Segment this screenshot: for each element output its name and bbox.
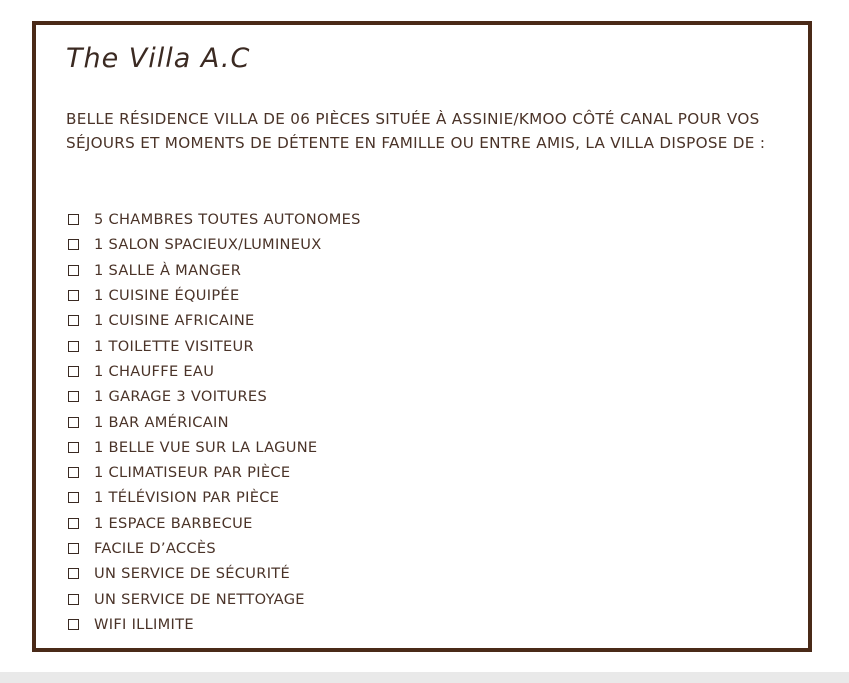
list-item (68, 308, 361, 333)
list-item-label: 1 TOILETTE VISITEUR (94, 337, 254, 355)
list-item (68, 511, 361, 536)
list-item-label: 1 CHAUFFE EAU (94, 362, 215, 380)
checkbox-icon (68, 467, 79, 478)
list-item-label: WIFI ILLIMITE (94, 615, 194, 633)
list-item-label: 1 GARAGE 3 VOITURES (94, 388, 268, 406)
list-item-label: 1 SALON SPACIEUX/LUMINEUX (94, 236, 322, 254)
intro-paragraph: BELLE RÉSIDENCE VILLA DE 06 PIÈCES SITUÉE À ASSINIE/KMOO CÔTÉ CANAL POUR VOS SÉJOURS ET MOMENTS DE DÉTENTE EN FAMILLE OU ENTRE AMIS, LA VILLA DISPOSE DE : (66, 110, 766, 152)
list-item-label: 1 SALLE À MANGER (94, 261, 242, 279)
list-item (68, 561, 361, 586)
list-item (68, 409, 361, 434)
list-item (68, 283, 361, 308)
document-frame (32, 21, 812, 652)
checkbox-icon (68, 391, 79, 402)
checkbox-icon (68, 239, 79, 250)
list-item (68, 435, 361, 460)
checkbox-icon (68, 442, 79, 453)
list-item-label: 1 BAR AMÉRICAIN (94, 413, 229, 431)
list-item (68, 485, 361, 510)
amenities-checklist (68, 207, 361, 637)
list-item (68, 207, 361, 232)
document-title: The Villa A.C (66, 43, 251, 74)
checkbox-icon (68, 619, 79, 630)
list-item (68, 333, 361, 358)
list-item (68, 612, 361, 637)
checkbox-icon (68, 366, 79, 377)
list-item (68, 359, 361, 384)
checkbox-icon (68, 568, 79, 579)
list-item (68, 384, 361, 409)
list-item (68, 586, 361, 611)
checkbox-icon (68, 518, 79, 529)
list-item (68, 232, 361, 257)
checkbox-icon (68, 341, 79, 352)
list-item (68, 258, 361, 283)
checkbox-icon (68, 492, 79, 503)
list-item-label: 5 CHAMBRES TOUTES AUTONOMES (94, 211, 361, 229)
checkbox-icon (68, 290, 79, 301)
list-item (68, 536, 361, 561)
list-item-label: FACILE D’ACCÈS (94, 540, 216, 557)
checkbox-icon (68, 594, 79, 605)
checkbox-icon (68, 214, 79, 225)
checkbox-icon (68, 417, 79, 428)
list-item-label: 1 ESPACE BARBECUE (94, 514, 253, 532)
list-item-label: 1 BELLE VUE SUR LA LAGUNE (94, 438, 318, 456)
list-item-label: 1 CUISINE ÉQUIPÉE (94, 287, 240, 305)
list-item-label: 1 TÉLÉVISION PAR PIÈCE (94, 489, 280, 507)
list-item-label: 1 CUISINE AFRICAINE (94, 312, 255, 330)
list-item-label: UN SERVICE DE SÉCURITÉ (94, 565, 291, 583)
checkbox-icon (68, 543, 79, 554)
checkbox-icon (68, 265, 79, 276)
list-item (68, 460, 361, 485)
checkbox-icon (68, 315, 79, 326)
bottom-strip (0, 672, 849, 683)
list-item-label: UN SERVICE DE NETTOYAGE (94, 590, 305, 608)
list-item-label: 1 CLIMATISEUR PAR PIÈCE (94, 464, 291, 482)
